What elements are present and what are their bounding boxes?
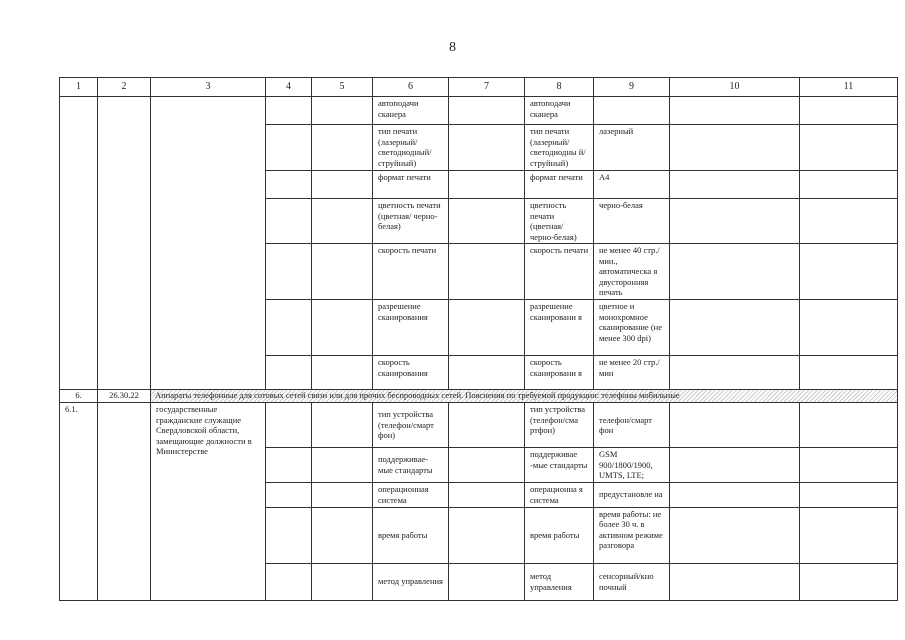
- cell-empty: [449, 300, 525, 356]
- col-header: 8: [525, 78, 594, 97]
- cell-empty: [449, 563, 525, 600]
- characteristic-value: [594, 97, 670, 125]
- col-header: 4: [266, 78, 312, 97]
- characteristic-name: скорость сканирования: [373, 356, 449, 390]
- cell-empty: [800, 125, 898, 171]
- col-header: 7: [449, 78, 525, 97]
- cell-empty: [670, 507, 800, 563]
- col-header: 11: [800, 78, 898, 97]
- cell-empty: [266, 403, 312, 448]
- cell-empty: [800, 563, 898, 600]
- col-header: 2: [98, 78, 151, 97]
- cell-empty: [670, 97, 800, 125]
- characteristic-name: формат печати: [373, 171, 449, 199]
- cell-empty: [312, 507, 373, 563]
- section-code: 26.30.22: [98, 390, 151, 403]
- col-header: 9: [594, 78, 670, 97]
- column-number-row: [60, 78, 898, 97]
- cell-empty: [312, 563, 373, 600]
- cell-empty: [449, 356, 525, 390]
- characteristic-name: время работы: [373, 507, 449, 563]
- col-header: 1: [60, 78, 98, 97]
- cell-empty: [800, 300, 898, 356]
- cell-empty: [312, 482, 373, 507]
- section-title: [151, 390, 898, 403]
- cell-empty: [266, 199, 312, 244]
- cell-empty: [312, 448, 373, 483]
- characteristic-name: метод управления: [525, 563, 594, 600]
- col-header: 10: [670, 78, 800, 97]
- cell-empty: [800, 507, 898, 563]
- cell-empty: [266, 482, 312, 507]
- cell-empty: [312, 199, 373, 244]
- cell-empty: [670, 448, 800, 483]
- characteristic-name: скорость печати: [373, 244, 449, 300]
- cell-empty: [98, 403, 151, 601]
- characteristic-value: черно-белая: [594, 199, 670, 244]
- characteristic-name: метод управления: [373, 563, 449, 600]
- position-category: государственные гражданские служащие Свердловской области, замещающие должности в Министерстве: [151, 403, 266, 601]
- characteristic-name: поддерживае -мые стандарты: [525, 448, 594, 483]
- cell-empty: [266, 125, 312, 171]
- page-number: 8: [449, 40, 456, 55]
- cell-empty: [312, 125, 373, 171]
- characteristic-value: предустановле на: [594, 482, 670, 507]
- cell-empty: [670, 125, 800, 171]
- characteristic-name: тип печати (лазерный/ светодиодный/ струйный): [373, 125, 449, 171]
- cell-empty: [800, 448, 898, 483]
- characteristic-name: формат печати: [525, 171, 594, 199]
- characteristic-name: время работы: [525, 507, 594, 563]
- characteristic-name: операционная система: [373, 482, 449, 507]
- specification-table: [59, 77, 898, 601]
- cell-empty: [800, 482, 898, 507]
- cell-empty: [266, 97, 312, 125]
- characteristic-value: GSM 900/1800/1900, UMTS, LTE;: [594, 448, 670, 483]
- characteristic-name: автоподачи сканера: [373, 97, 449, 125]
- characteristic-name: тип печати (лазерный/ светодиодны й/ струйный): [525, 125, 594, 171]
- cell-empty: [670, 356, 800, 390]
- cell-empty: [800, 356, 898, 390]
- characteristic-value: время работы: не более 30 ч. в активном режиме разговора: [594, 507, 670, 563]
- table-row: [60, 403, 898, 448]
- characteristic-name: автоподачи сканера: [525, 97, 594, 125]
- cell-empty: [449, 482, 525, 507]
- cell-empty: [449, 199, 525, 244]
- characteristic-name: разрешение сканировани я: [525, 300, 594, 356]
- cell-empty: [670, 199, 800, 244]
- cell-empty: [266, 507, 312, 563]
- cell-empty: [800, 199, 898, 244]
- section-title-text: Аппараты телефонные для сотовых сетей связи или для прочих беспроводных сетей. Пояснения по требуемой продукции: телефоны мобильные: [155, 390, 680, 400]
- cell-empty: [312, 300, 373, 356]
- cell-empty: [670, 244, 800, 300]
- section-row: [60, 390, 898, 403]
- col-header: 5: [312, 78, 373, 97]
- cell-empty: [98, 97, 151, 390]
- characteristic-name: тип устройства (телефон/смарт фон): [373, 403, 449, 448]
- cell-empty: [800, 97, 898, 125]
- characteristic-value: телефон/смарт фон: [594, 403, 670, 448]
- section-number: 6.: [60, 390, 98, 403]
- cell-empty: [449, 97, 525, 125]
- cell-empty: [449, 448, 525, 483]
- cell-empty: [449, 171, 525, 199]
- cell-empty: [449, 403, 525, 448]
- col-header: 3: [151, 78, 266, 97]
- characteristic-name: скорость сканировани я: [525, 356, 594, 390]
- characteristic-value: цветное и монохромное сканирование (не менее 300 dpi): [594, 300, 670, 356]
- cell-empty: [449, 244, 525, 300]
- cell-empty: [449, 507, 525, 563]
- cell-empty: [800, 244, 898, 300]
- characteristic-name: цветность печати (цветная/ черно-белая): [373, 199, 449, 244]
- cell-empty: [266, 563, 312, 600]
- cell-empty: [670, 403, 800, 448]
- characteristic-name: операционна я система: [525, 482, 594, 507]
- cell-empty: [266, 356, 312, 390]
- cell-empty: [800, 171, 898, 199]
- cell-empty: [449, 125, 525, 171]
- characteristic-value: лазерный: [594, 125, 670, 171]
- characteristic-name: поддерживае- мые стандарты: [373, 448, 449, 483]
- cell-empty: [312, 171, 373, 199]
- cell-empty: [670, 300, 800, 356]
- characteristic-value: А4: [594, 171, 670, 199]
- characteristic-value: не менее 40 стр./мин., автоматическа я двусторонняя печать: [594, 244, 670, 300]
- cell-empty: [312, 356, 373, 390]
- table-row: [60, 97, 898, 125]
- cell-empty: [312, 403, 373, 448]
- characteristic-value: сенсорный/кно почный: [594, 563, 670, 600]
- item-number: 6.1.: [60, 403, 98, 601]
- characteristic-name: разрешение сканирования: [373, 300, 449, 356]
- characteristic-value: не менее 20 стр./мин: [594, 356, 670, 390]
- cell-empty: [670, 563, 800, 600]
- col-header: 6: [373, 78, 449, 97]
- characteristic-name: тип устройства (телефон/сма ртфон): [525, 403, 594, 448]
- cell-empty: [266, 171, 312, 199]
- cell-empty: [60, 97, 98, 390]
- cell-empty: [312, 97, 373, 125]
- cell-empty: [266, 448, 312, 483]
- cell-empty: [670, 482, 800, 507]
- cell-empty: [266, 244, 312, 300]
- cell-empty: [151, 97, 266, 390]
- cell-empty: [670, 171, 800, 199]
- characteristic-name: скорость печати: [525, 244, 594, 300]
- cell-empty: [312, 244, 373, 300]
- cell-empty: [266, 300, 312, 356]
- cell-empty: [800, 403, 898, 448]
- characteristic-name: цветность печати (цветная/ черно-белая): [525, 199, 594, 244]
